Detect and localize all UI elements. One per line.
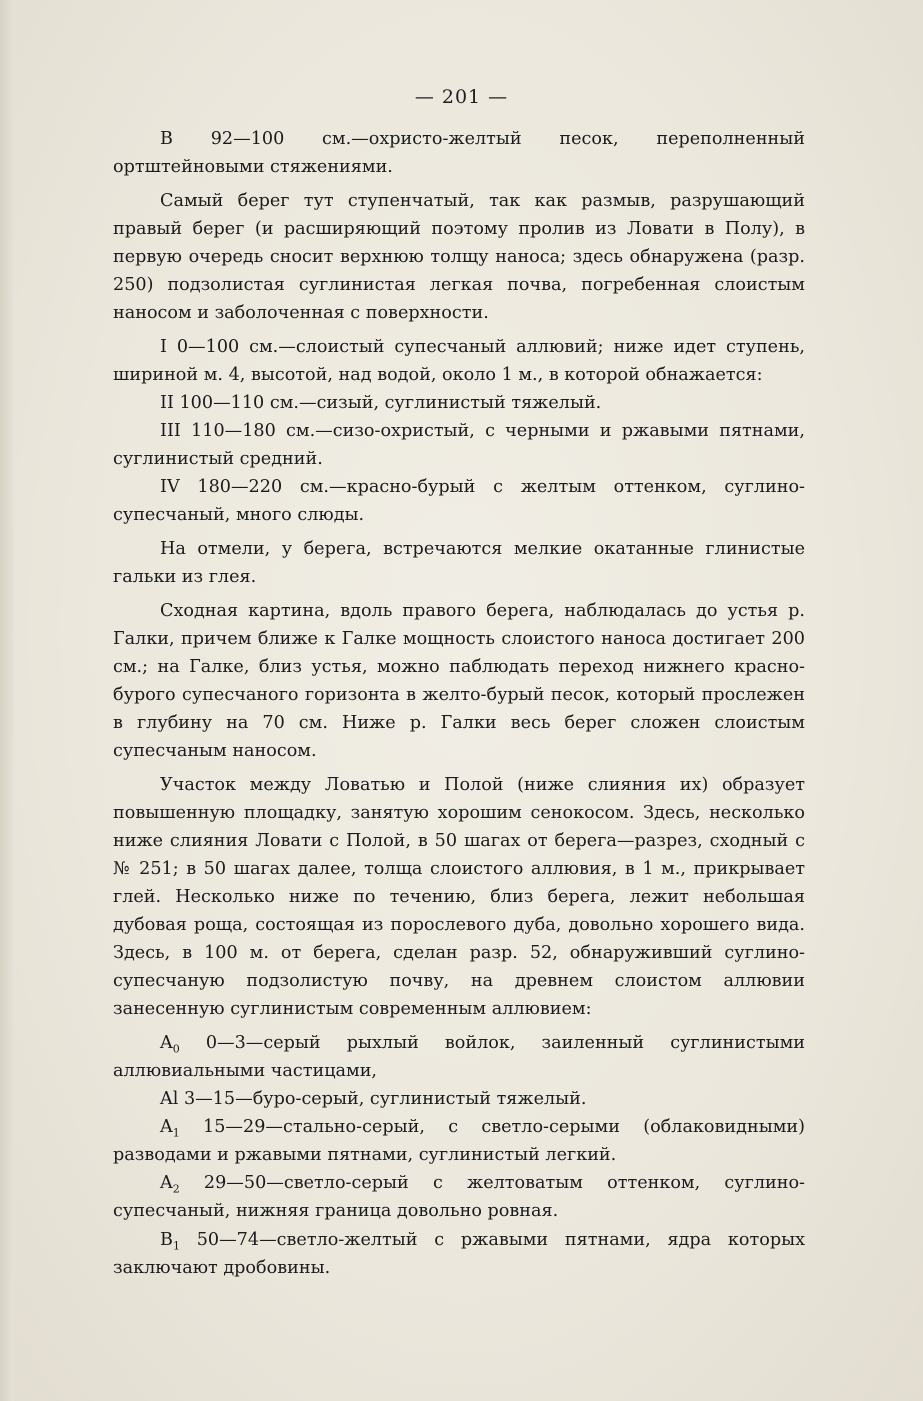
horizon-line-3: III 110—180 см.—сизо-охристый, с черными и ржавыми пятнами, суглинистый средний. bbox=[113, 420, 805, 470]
horizon-label: A bbox=[160, 1117, 173, 1138]
paragraph-1: В 92—100 см.—охристо-желтый песок, переполненный ортштейновыми стяжениями. bbox=[113, 129, 805, 178]
soil-horizon-a2 bbox=[113, 1169, 805, 1225]
page-edge bbox=[0, 0, 14, 1401]
horizon-desc: 15—29—стально-серый, с светло-серыми (облаковидными) разводами и ржавыми пятнами, суглинистый легкий. bbox=[113, 1117, 805, 1166]
horizon-label: B bbox=[160, 1229, 173, 1250]
horizon-desc: 0—3—серый рыхлый войлок, заиленный суглинистыми аллювиальными частицами, bbox=[113, 1032, 805, 1081]
horizon-sub: 0 bbox=[172, 1042, 180, 1056]
horizon-desc: 3—15—буро-серый, суглинистый тяжелый. bbox=[183, 1089, 587, 1110]
horizon-line-2: II 100—110 см.—сизый, суглинистый тяжелый. bbox=[160, 392, 602, 413]
paragraph-2: Самый берег тут ступенчатый, так как размыв, разрушающий правый берег (и расширяющий поэтому пролив из Ловати в Полу), в первую очередь сносит верхнюю толщу наноса; здесь обнаружена (разр. 250) подзолистая суглинистая легкая почва, погребенная слоистым наносом и заболоченная с поверхности. bbox=[113, 190, 805, 324]
paragraph-5: Участок между Ловатью и Полой (ниже слияния их) образует повышенную площадку, занятую хорошим сенокосом. Здесь, несколько ниже слияния Ловати с Полой, в 50 шагах от берега—разрез, сходный с № 251; в 50 шагах далее, толща слоистого аллювия, в 1 м., прикрывает глей. Несколько ниже по течению, близ берега, лежит небольшая дубовая роща, состоящая из порослевого дуба, довольно хорошего вида. Здесь, в 100 м. от берега, сделан разр. 52, обнаруживший суглино-супесчаную подзолистую почву, на древнем слоистом аллювии занесенную суглинистым современным аллювием: bbox=[113, 774, 805, 1020]
horizon-sub: 1 bbox=[172, 1126, 180, 1140]
paragraph-3: На отмели, у берега, встречаются мелкие окатанные глинистые гальки из глея. bbox=[113, 538, 805, 587]
body-text bbox=[113, 125, 805, 1282]
horizon-desc: 29—50—светло-серый с желтоватым оттенком, суглино-супесчаный, нижняя граница довольно ровная. bbox=[113, 1173, 805, 1222]
soil-horizon-b1 bbox=[113, 1226, 805, 1282]
soil-horizon-a1 bbox=[113, 1113, 805, 1169]
horizon-label: A bbox=[160, 1032, 173, 1053]
horizon-desc: 50—74—светло-желтый с ржавыми пятнами, ядра которых заключают дробовины. bbox=[113, 1229, 806, 1278]
horizon-label: Al bbox=[160, 1089, 179, 1110]
horizon-line-4: IV 180—220 см.—красно-бурый с желтым оттенком, суглино-супесчаный, много слюды. bbox=[113, 477, 805, 526]
horizon-label: A bbox=[160, 1173, 173, 1194]
soil-horizon-al bbox=[113, 1085, 805, 1113]
paragraph-4: Сходная картина, вдоль правого берега, наблюдалась до устья р. Галки, причем ближе к Галке мощность слоистого наноса достигает 200 см.; на Галке, близ устья, можно паблюдать переход нижнего красно-бурого супесчаного горизонта в желто-бурый песок, который прослежен в глубину на 70 см. Ниже р. Галки весь берег сложен слоистым супесчаным наносом. bbox=[113, 600, 805, 761]
horizon-sub: 2 bbox=[172, 1182, 180, 1196]
page-number: — 201 — bbox=[414, 86, 509, 108]
soil-horizon-a0 bbox=[113, 1029, 805, 1085]
horizon-line-1: I 0—100 см.—слоистый супесчаный аллювий; ниже идет ступень, шириной м. 4, высотой, над водой, около 1 м., в которой обнажается: bbox=[113, 336, 805, 385]
horizon-sub: 1 bbox=[172, 1239, 180, 1253]
